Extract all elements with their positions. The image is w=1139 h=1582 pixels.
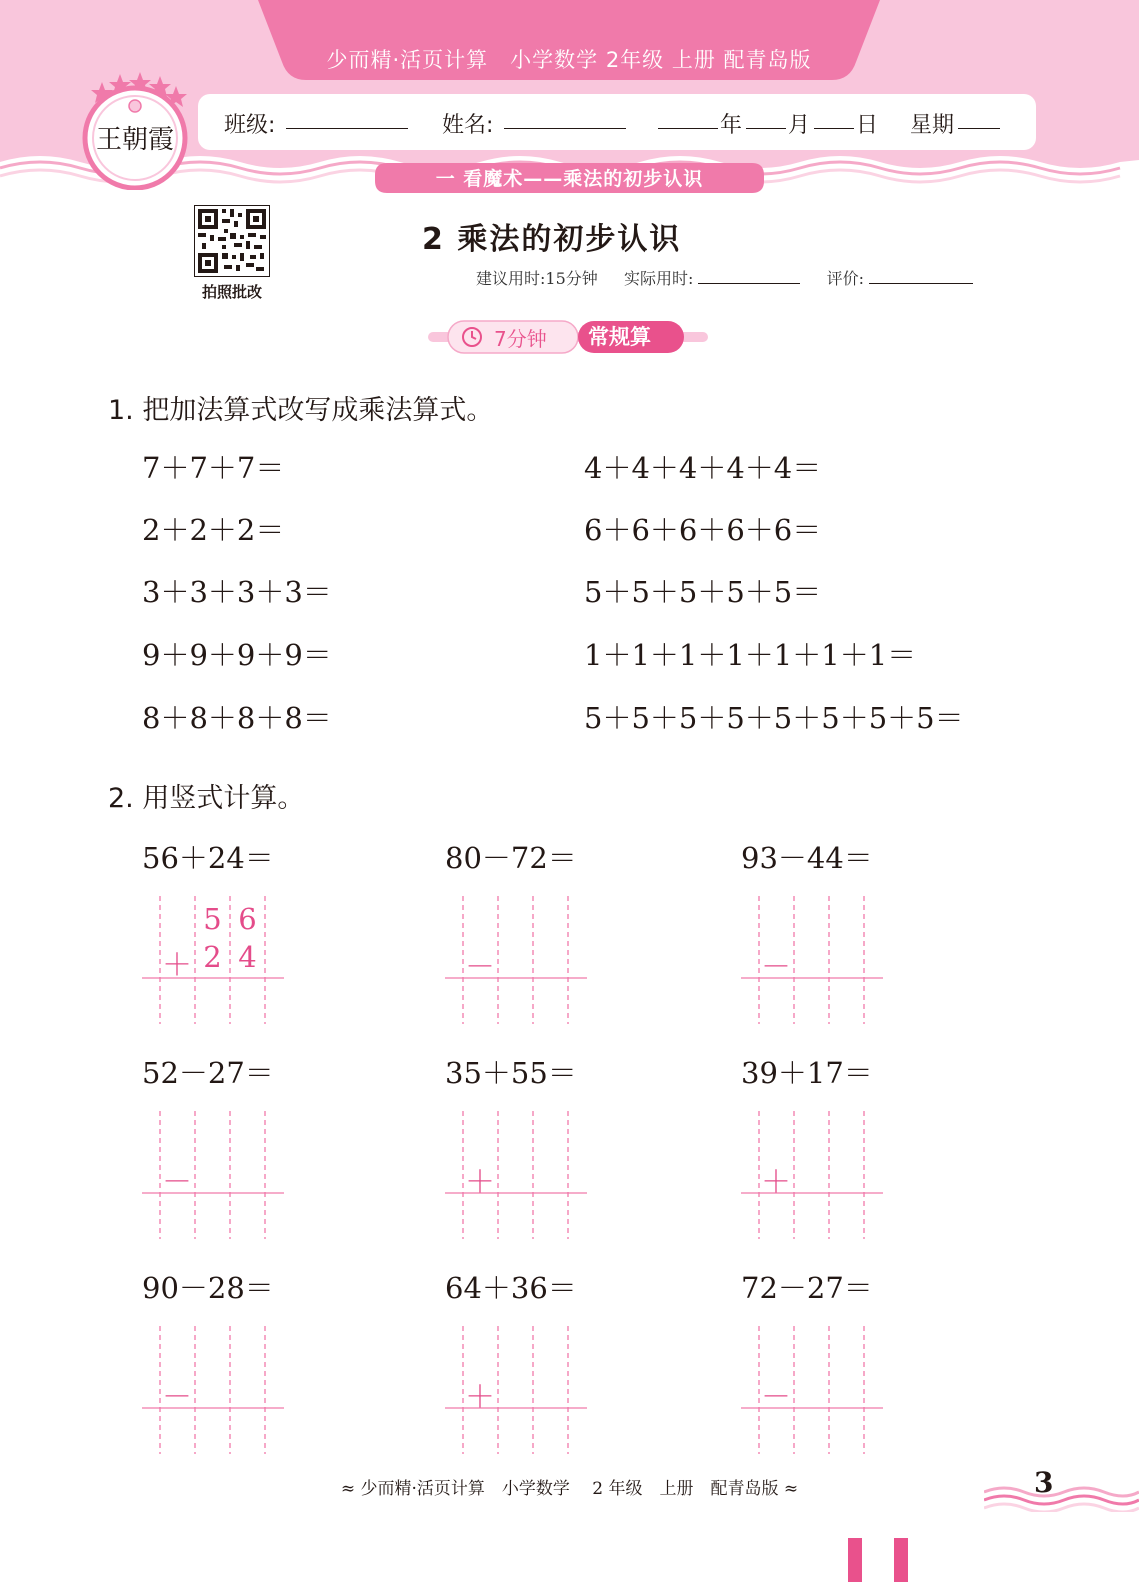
name-field[interactable] xyxy=(504,108,626,129)
q2-heading: 2. 用竖式计算。 xyxy=(108,783,305,814)
q2-expr: 93－44＝ xyxy=(741,841,873,875)
actual-time-label: 实际用时: xyxy=(623,269,694,288)
bottom-digit: 2 xyxy=(203,940,222,974)
name-label: 姓名: xyxy=(442,113,494,138)
footer-wave-decoration xyxy=(984,1478,1139,1512)
minus-sign: － xyxy=(761,1380,791,1415)
class-label: 班级: xyxy=(224,113,276,138)
lesson-title: 2 乘法的初步认识 xyxy=(422,222,682,257)
bottom-digit: 4 xyxy=(238,940,257,974)
year-field[interactable] xyxy=(658,108,718,129)
badge-type: 常规算 xyxy=(588,325,651,349)
plus-sign: ＋ xyxy=(465,1165,495,1200)
q2-expr: 52－27＝ xyxy=(142,1056,274,1090)
month-field[interactable] xyxy=(746,108,786,129)
q1-left-eq[interactable]: 3＋3＋3＋3＝ xyxy=(142,575,332,609)
plus-sign: ＋ xyxy=(162,948,192,983)
q2-expr: 35＋55＝ xyxy=(445,1056,577,1090)
q1-heading: 1. 把加法算式改写成乘法算式。 xyxy=(108,395,494,426)
vertical-calc-grid[interactable] xyxy=(445,1111,587,1239)
qr-code-icon[interactable] xyxy=(194,205,270,277)
footer-text: ≈ 少而精·活页计算 小学数学 2 年级 上册 配青岛版 ≈ xyxy=(340,1479,799,1499)
minus-sign: － xyxy=(162,1165,192,1200)
vertical-calc-grid[interactable] xyxy=(445,1326,587,1454)
day-label: 日 xyxy=(856,113,879,138)
weekday-label: 星期 xyxy=(910,113,955,138)
time-badge xyxy=(428,320,708,354)
publisher-logo-icon xyxy=(80,72,190,190)
q2-expr: 80－72＝ xyxy=(445,841,577,875)
unit-title: 一 看魔术——乘法的初步认识 xyxy=(435,168,704,190)
evaluation-field[interactable] xyxy=(869,269,973,284)
plus-sign: ＋ xyxy=(761,1165,791,1200)
plus-sign: ＋ xyxy=(465,1380,495,1415)
top-digit: 6 xyxy=(238,902,257,936)
vertical-calc-grid[interactable] xyxy=(741,1111,883,1239)
vertical-calc-grid[interactable] xyxy=(142,896,284,1024)
q1-right-eq[interactable]: 4＋4＋4＋4＋4＝ xyxy=(584,451,822,485)
badge-time: 7分钟 xyxy=(494,327,547,351)
top-digit: 5 xyxy=(203,902,222,936)
q2-expr: 39＋17＝ xyxy=(741,1056,873,1090)
q2-expr: 90－28＝ xyxy=(142,1271,274,1305)
student-info-box xyxy=(198,94,1036,150)
month-label: 月 xyxy=(788,113,811,138)
edge-tab xyxy=(894,1538,908,1582)
q2-expr: 72－27＝ xyxy=(741,1271,873,1305)
day-field[interactable] xyxy=(814,108,854,129)
vertical-calc-grid[interactable] xyxy=(445,896,587,1024)
vertical-calc-grid[interactable] xyxy=(741,896,883,1024)
weekday-field[interactable] xyxy=(958,108,1000,129)
q1-left-eq[interactable]: 9＋9＋9＋9＝ xyxy=(142,638,332,672)
evaluation-label: 评价: xyxy=(826,269,865,288)
time-info xyxy=(476,266,973,289)
q1-right-eq[interactable]: 6＋6＋6＋6＋6＝ xyxy=(584,513,822,547)
q1-left-eq[interactable]: 2＋2＋2＝ xyxy=(142,513,285,547)
suggested-time: 建议用时:15分钟 xyxy=(476,269,598,288)
q1-left-eq[interactable]: 8＋8＋8＋8＝ xyxy=(142,701,332,735)
minus-sign: － xyxy=(761,950,791,985)
year-label: 年 xyxy=(720,113,743,138)
vertical-calc-grid[interactable] xyxy=(142,1326,284,1454)
q1-left-eq[interactable]: 7＋7＋7＝ xyxy=(142,451,285,485)
page-number: 3 xyxy=(1034,1466,1054,1499)
class-field[interactable] xyxy=(286,108,408,129)
minus-sign: － xyxy=(465,950,495,985)
q1-right-eq[interactable]: 5＋5＋5＋5＋5＝ xyxy=(584,575,822,609)
q1-right-eq[interactable]: 1＋1＋1＋1＋1＋1＋1＝ xyxy=(584,638,917,672)
qr-label: 拍照批改 xyxy=(201,283,262,301)
vertical-calc-grid[interactable] xyxy=(142,1111,284,1239)
edge-tab xyxy=(848,1538,862,1582)
q2-expr: 64＋36＝ xyxy=(445,1271,577,1305)
minus-sign: － xyxy=(162,1380,192,1415)
q1-right-eq[interactable]: 5＋5＋5＋5＋5＋5＋5＋5＝ xyxy=(584,701,964,735)
book-title: 少而精·活页计算 小学数学 2年级 上册 配青岛版 xyxy=(326,48,812,72)
q2-expr: 56＋24＝ xyxy=(142,841,274,875)
vertical-calc-grid[interactable] xyxy=(741,1326,883,1454)
logo-text: 王朝霞 xyxy=(95,125,175,155)
actual-time-field[interactable] xyxy=(698,269,800,284)
